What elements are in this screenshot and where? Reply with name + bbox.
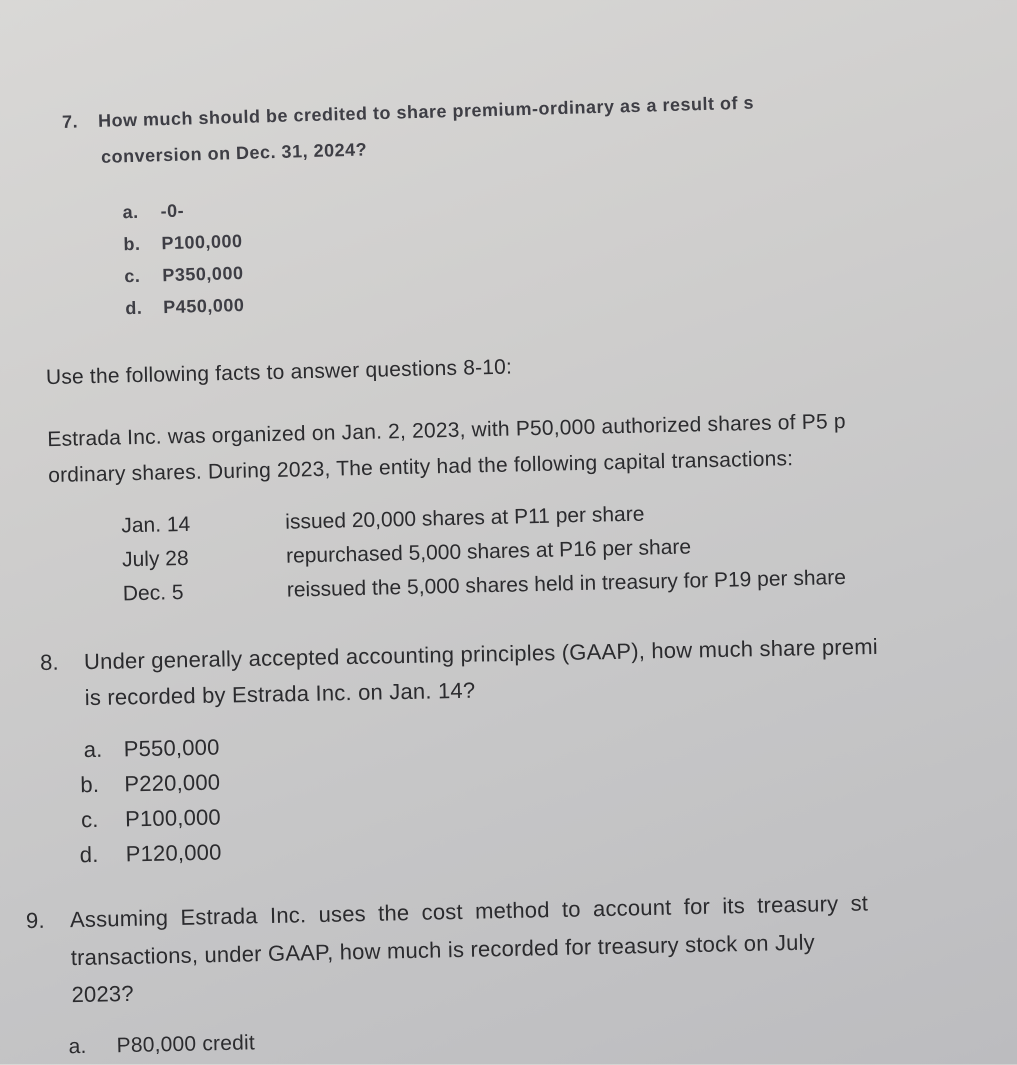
question-9-text-1: Assuming Estrada Inc. uses the cost method to account for its treasury st — [69, 890, 869, 933]
question-7-number: 7. — [61, 111, 79, 132]
question-7-option-a: a. -0- — [122, 200, 185, 223]
transaction-date: Dec. 5 — [122, 581, 184, 606]
question-9-number: 9. — [25, 907, 46, 934]
transaction-desc: repurchased 5,000 shares at P16 per share — [285, 535, 692, 568]
question-7-text-1: How much should be credited to share premium-ordinary as a result of s — [97, 92, 755, 131]
question-9-line-2: transactions, under GAAP, how much is recorded for treasury stock on July — [70, 929, 816, 971]
question-9-option-a: a. P80,000 credit — [68, 1031, 256, 1059]
transaction-desc: reissued the 5,000 shares held in treasury for P19 per share — [286, 565, 847, 602]
question-7-option-d: d. P450,000 — [125, 294, 245, 319]
facts-line-2: ordinary shares. During 2023, The entity had the following capital transactions: — [47, 447, 794, 488]
question-8-option-d: d. P120,000 — [79, 839, 222, 868]
transaction-date: Jan. 14 — [121, 512, 191, 538]
transaction-date: July 28 — [121, 546, 189, 572]
question-9-line-3: 2023? — [71, 980, 135, 1008]
question-7-option-b: b. P100,000 — [123, 230, 243, 255]
question-8-option-b: b. P220,000 — [80, 769, 221, 798]
question-8-line-2: is recorded by Estrada Inc. on Jan. 14? — [84, 677, 476, 711]
question-9-line-1 — [26, 890, 869, 934]
question-8-text-1: Under generally accepted accounting principles (GAAP), how much share premi — [83, 633, 879, 675]
question-8-option-a: a. P550,000 — [83, 734, 220, 763]
facts-intro: Use the following facts to answer questions 8-10: — [45, 355, 513, 390]
transaction-desc: issued 20,000 shares at P11 per share — [285, 502, 645, 534]
question-7-option-c: c. P350,000 — [124, 262, 244, 287]
question-7-text-2: conversion on Dec. 31, 2024? — [100, 139, 368, 167]
question-8-option-c: c. P100,000 — [80, 804, 222, 833]
question-8-number: 8. — [39, 649, 60, 675]
facts-line-1: Estrada Inc. was organized on Jan. 2, 2023, with P50,000 authorized shares of P5 p — [47, 409, 846, 452]
